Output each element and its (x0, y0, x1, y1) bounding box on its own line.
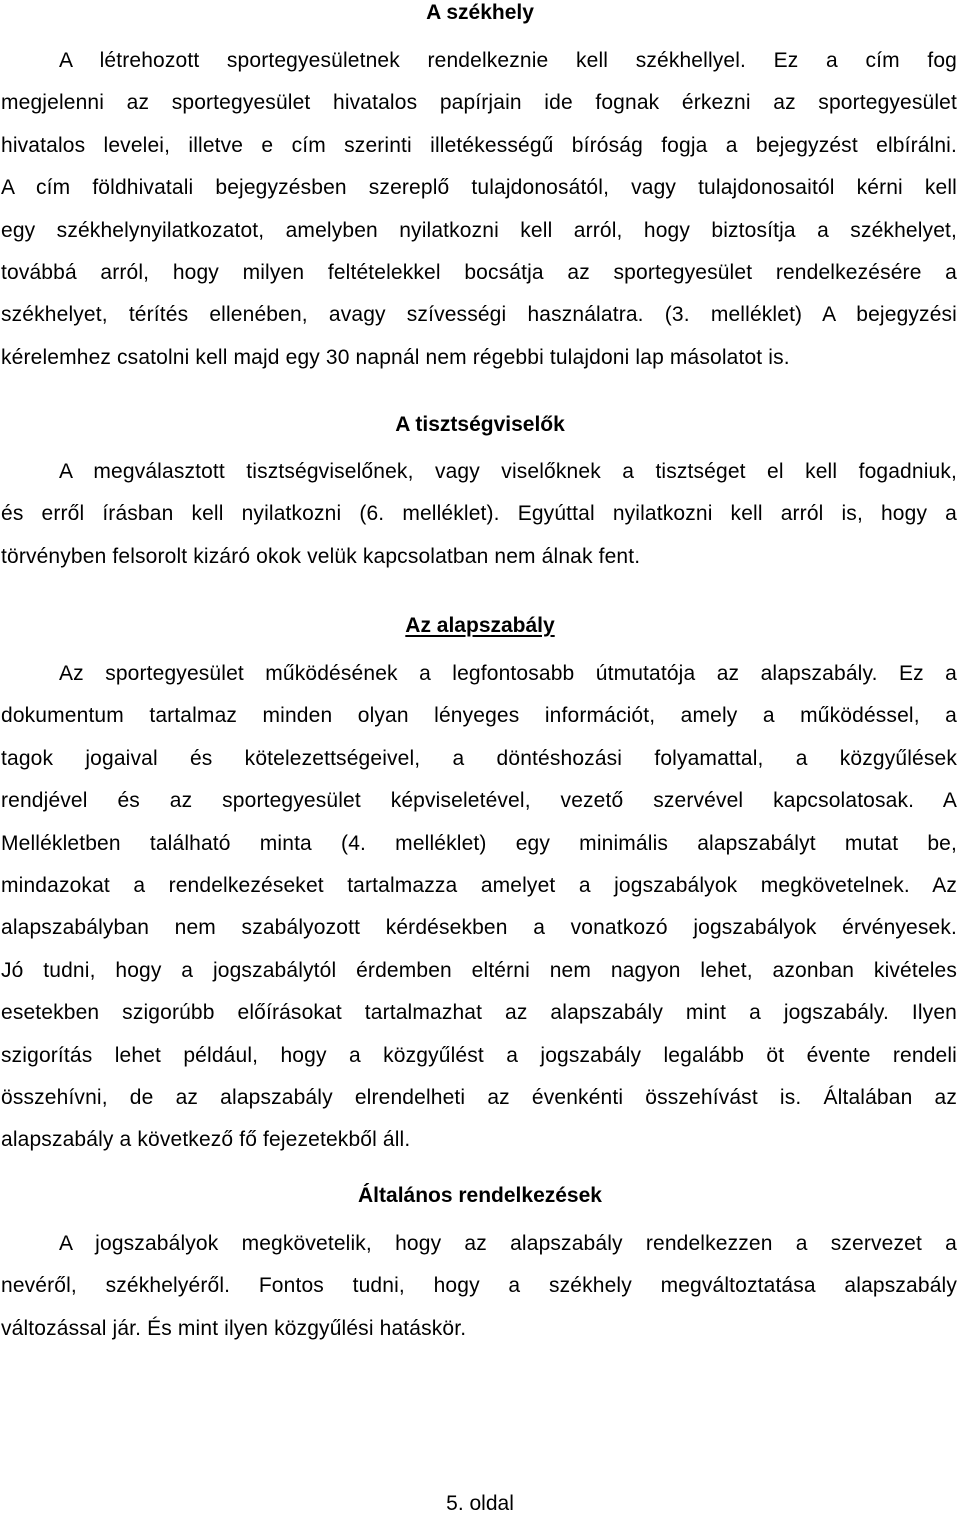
text-line: alapszabály a következő fő fejezetekből áll. (1, 1128, 411, 1152)
text-line: változással jár. És mint ilyen közgyűlési hatáskör. (1, 1316, 467, 1340)
text-line: székhelyet, térítés ellenében, avagy szívességi használatra. (3. melléklet) A bejegyzési (1, 303, 957, 327)
paragraph-szekhely (1, 40, 957, 379)
section-heading-szekhely: A székhely (426, 1, 534, 24)
paragraph-tisztsegviselok (1, 451, 957, 578)
text-line: A létrehozott sportegyesületnek rendelkeznie kell székhellyel. Ez a cím fog (59, 49, 957, 72)
text-line: törvényben felsorolt kizáró okok velük kapcsolatban nem álnak fent. (1, 544, 641, 568)
text-line: rendjével és az sportegyesület képviseletével, vezető szervével kapcsolatosak. A (1, 789, 957, 813)
text-line: megjelenni az sportegyesület hivatalos papírjain ide fognak érkezni az sportegyesület (1, 91, 957, 115)
text-line: esetekben szigorúbb előírásokat tartalmazhat az alapszabály mint a jogszabály. Ilyen (1, 1001, 957, 1025)
text-line: szigorítás lehet például, hogy a közgyűlést a jogszabály legalább öt évente rendeli (1, 1043, 957, 1067)
text-line: hivatalos levelei, illetve e cím szerinti illetékességű bíróság fogja a bejegyzést elbírálni. (1, 133, 957, 157)
text-line: alapszabályban nem szabályozott kérdésekben a vonatkozó jogszabályok érvényesek. (1, 916, 957, 940)
text-line: egy székhelynyilatkozatot, amelyben nyilatkozni kell arról, hogy biztosítja a székhelyet, (1, 218, 957, 242)
page-number: 5. oldal (446, 1492, 514, 1515)
text-line: Mellékletben található minta (4. melléklet) egy minimális alapszabályt mutat be, (1, 831, 957, 855)
text-line: Jó tudni, hogy a jogszabálytól érdemben eltérni nem nagyon lehet, azonban kivételes (1, 958, 957, 982)
text-line: továbbá arról, hogy milyen feltételekkel bocsátja az sportegyesület rendelkezésére a (1, 260, 957, 284)
text-line: A jogszabályok megkövetelik, hogy az alapszabály rendelkezzen a szervezet a (59, 1232, 957, 1255)
text-line: nevéről, székhelyéről. Fontos tudni, hogy a székhely megváltoztatása alapszabály (1, 1274, 957, 1298)
section-heading-tisztsegviselok: A tisztségviselők (395, 413, 565, 436)
text-line: A cím földhivatali bejegyzésben szereplő tulajdonosától, vagy tulajdonosaitól kérni kell (1, 176, 957, 200)
section-heading-altalanos-rendelkezesek: Általános rendelkezések (358, 1184, 602, 1207)
text-line: dokumentum tartalmaz minden olyan lényeges információt, amely a működéssel, a (1, 704, 957, 728)
text-line: összehívni, de az alapszabály elrendelheti az évenkénti összehívást is. Általában az (1, 1085, 957, 1109)
text-line: mindazokat a rendelkezéseket tartalmazza amelyet a jogszabályok megkövetelnek. Az (1, 873, 957, 897)
paragraph-alapszabaly (1, 653, 957, 1162)
section-heading-alapszabaly: Az alapszabály (405, 614, 555, 637)
text-line: Az sportegyesület működésének a legfontosabb útmutatója az alapszabály. Ez a (59, 662, 957, 685)
text-line: A megválasztott tisztségviselőnek, vagy viselőknek a tisztséget el kell fogadniuk, (59, 460, 957, 483)
text-line: és erről írásban kell nyilatkozni (6. melléklet). Egyúttal nyilatkozni kell arról is, hogy a (1, 502, 957, 526)
text-line: tagok jogaival és kötelezettségeivel, a döntéshozási folyamattal, a közgyűlések (1, 746, 957, 770)
paragraph-altalanos-rendelkezesek (1, 1223, 957, 1350)
text-line: kérelemhez csatolni kell majd egy 30 napnál nem régebbi tulajdoni lap másolatot is. (1, 345, 790, 369)
